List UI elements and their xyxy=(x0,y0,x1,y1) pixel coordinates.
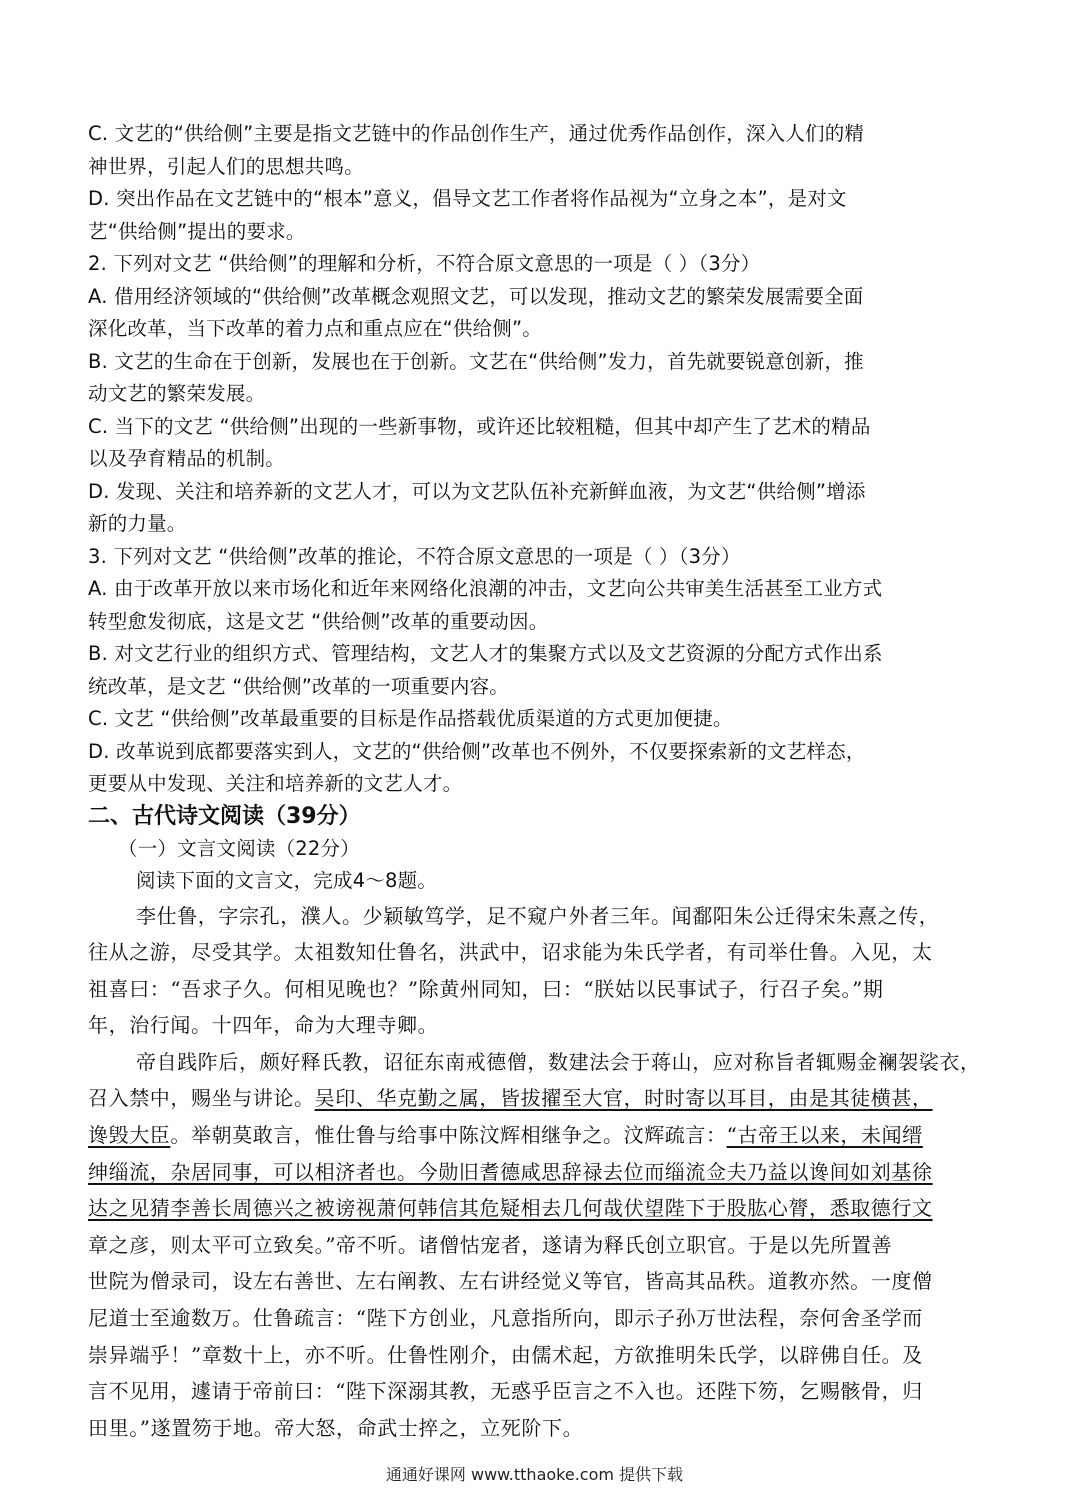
q2-stem: 2. 下列对文艺 “供给侧”的理解和分析，不符合原文意思的一项是（ ）（3分） xyxy=(88,252,761,275)
page-footer: 通通好课网 www.tthaoke.com 提供下载 xyxy=(385,1465,684,1484)
passage-p2-line5 xyxy=(88,1190,988,1227)
q3-stem: 3. 下列对文艺 “供给侧”改革的推论，不符合原文意思的一项是（ ）（3分） xyxy=(88,544,741,568)
q3-option-b-line1: B. 对文艺行业的组织方式、管理结构，文艺人才的集聚方式以及文艺资源的分配方式作出系 xyxy=(88,642,883,665)
q1-option-c-line2: 神世界，引起人们的思想共鸣。 xyxy=(88,154,364,178)
section-instruction: 阅读下面的文言文，完成4～8题。 xyxy=(136,869,438,892)
q1-option-d-line1: D. 突出作品在文艺链中的“根本”意义，倡导文艺工作者将作品视为“立身之本”，是对文 xyxy=(88,187,847,210)
q2-option-c-line1: C. 当下的文艺 “供给侧”出现的一些新事物，或许还比较粗糙，但其中却产生了艺术的精品 xyxy=(88,414,871,438)
passage-p1-line2: 往从之游，尽受其学。太祖数知仕鲁名，洪武中，诏求能为朱氏学者，有司举仕鲁。入见，太 xyxy=(88,940,933,965)
underlined-sentence: 绅缁流，杂居同事，可以相济者也。 xyxy=(88,1159,418,1184)
passage-p2-line9: 崇异端乎！”章数十上，亦不听。仕鲁性刚介，由儒术起，方欲推明朱氏学，以辟佛自任。及 xyxy=(88,1342,923,1367)
page-content xyxy=(88,118,988,1446)
q3-option-d-line1: D. 改革说到底都要落实到人，文艺的“供给侧”改革也不例外，不仅要探索新的文艺样态， xyxy=(88,739,866,763)
q2-option-b-line1: B. 文艺的生命在于创新，发展也在于创新。文艺在“供给侧”发力，首先就要锐意创新，推 xyxy=(88,349,864,373)
underlined-sentence: 谗毁大臣 xyxy=(88,1123,171,1148)
passage-p2-line7: 世院为僧录司，设左右善世、左右阐教、左右讲经觉义等官，皆高其品秩。道教亦然。一度僧 xyxy=(88,1269,933,1294)
passage-p1-line1: 李仕鲁，字宗孔，濮人。少颖敏笃学，足不窥户外者三年。闻鄱阳朱公迁得宋朱熹之传， xyxy=(136,903,940,928)
passage-p1-line4: 年，治行闻。十四年，命为大理寺卿。 xyxy=(88,1013,439,1038)
passage-p2-line8: 尼道士至逾数万。仕鲁疏言：“陛下方创业，凡意指所向，即示子孙万世法程，奈何舍圣学而 xyxy=(88,1306,923,1331)
q2-option-d-line1: D. 发现、关注和培养新的文艺人才，可以为文艺队伍补充新鲜血液，为文艺“供给侧”增添 xyxy=(88,479,866,503)
q2-option-a-line2: 深化改革，当下改革的着力点和重点应在“供给侧”。 xyxy=(88,317,543,340)
section-title: 二、古代诗文阅读（39分） xyxy=(88,803,361,829)
q2-option-d-line2: 新的力量。 xyxy=(88,512,187,535)
section-subtitle: （一）文言文阅读（22分） xyxy=(118,836,360,860)
q2-option-b-line2: 动文艺的繁荣发展。 xyxy=(88,382,266,405)
underlined-sentence: “古帝王以来，未闻缙 xyxy=(726,1123,923,1148)
q1-option-c-line1: C. 文艺的“供给侧”主要是指文艺链中的作品创作生产，通过优秀作品创作，深入人们的精 xyxy=(88,122,865,145)
underlined-sentence: 达之见猜李善长周德兴之被谤视萧何韩信其危疑相去几何哉伏望陛下于股肱心膂，悉取德行文 xyxy=(88,1196,933,1221)
q2-option-c-line2: 以及孕育精品的机制。 xyxy=(88,447,286,470)
passage-p2-line6: 章之彦，则太平可立致矣。”帝不听。诸僧怙宠者，遂请为释氏创立职官。于是以先所置善 xyxy=(88,1232,893,1257)
q3-option-b-line2: 统改革，是文艺 “供给侧”改革的一项重要内容。 xyxy=(88,674,510,698)
passage-p2-line1: 帝自践阼后，颇好释氏教，诏征东南戒德僧，数建法会于蒋山，应对称旨者辄赐金襕袈裟衣， xyxy=(136,1049,981,1074)
passage-p2-line2 xyxy=(88,1080,988,1117)
q3-option-a-line1: A. 由于改革开放以来市场化和近年来网络化浪潮的冲击，文艺向公共审美生活甚至工业方式 xyxy=(88,577,883,600)
q3-option-a-line2: 转型愈发彻底，这是文艺 “供给侧”改革的重要动因。 xyxy=(88,609,549,633)
passage-p2-line10: 言不见用，遽请于帝前曰：“陛下深溺其教，无惑乎臣言之不入也。还陛下笏，乞赐骸骨，归 xyxy=(88,1379,923,1404)
q1-option-d-line2: 艺“供给侧”提出的要求。 xyxy=(88,219,306,243)
passage-p2-line3 xyxy=(88,1117,988,1154)
passage-p2-line4 xyxy=(88,1154,988,1191)
underlined-sentence: 今勋旧耆德咸思辞禄去位而缁流佥夫乃益以谗间如刘基徐 xyxy=(417,1159,933,1184)
passage-text: 。举朝莫敢言，惟仕鲁与给事中陈汶辉相继争之。汶辉疏言： xyxy=(170,1123,727,1148)
underlined-sentence: 吴印、华克勤之属，皆拔擢至大官，时时寄以耳目，由是其徒横甚， xyxy=(314,1086,933,1111)
q3-option-d-line2: 更要从中发现、关注和培养新的文艺人才。 xyxy=(88,772,463,795)
classical-passage xyxy=(88,898,988,1447)
q2-option-a-line1: A. 借用经济领域的“供给侧”改革概念观照文艺，可以发现，推动文艺的繁荣发展需要全面 xyxy=(88,284,864,308)
q3-option-c: C. 文艺 “供给侧”改革最重要的目标是作品搭载优质渠道的方式更加便捷。 xyxy=(88,707,733,730)
passage-text: 召入禁中，赐坐与讲论。 xyxy=(88,1086,315,1111)
passage-p2-line11: 田里。”遂置笏于地。帝大怒，命武士捽之，立死阶下。 xyxy=(88,1415,584,1440)
passage-p1-line3: 祖喜曰：“吾求子久。何相见晚也？”除黄州同知，曰：“朕姑以民事试子，行召子矣。”期 xyxy=(88,976,884,1001)
